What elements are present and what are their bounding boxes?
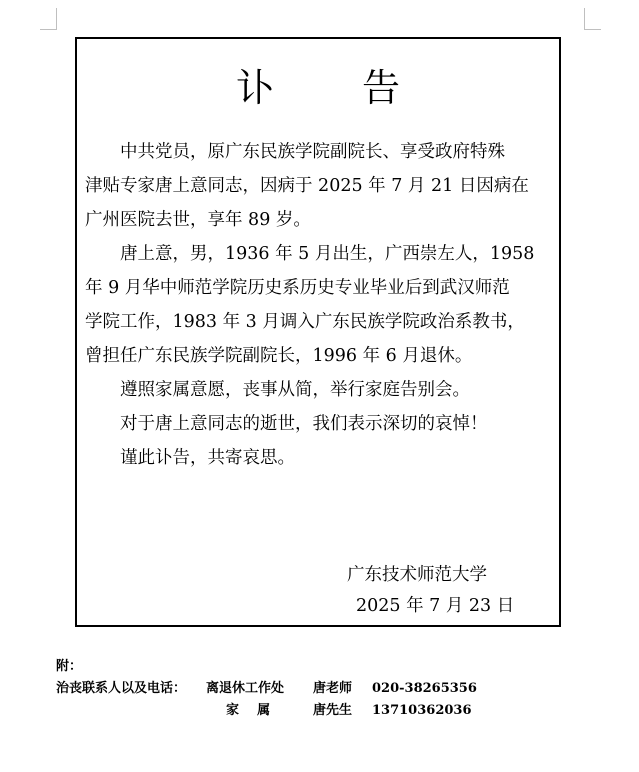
contact-role: 离退休工作处 xyxy=(206,681,285,696)
paragraph-line: 津贴专家唐上意同志，因病于 2025 年 7 月 21 日因病在 xyxy=(85,176,529,196)
contact-name: 唐老师 xyxy=(313,681,353,696)
paragraph-line: 学院工作，1983 年 3 月调入广东民族学院政治系教书， xyxy=(85,312,525,332)
page-corner-mark xyxy=(584,29,601,30)
signature-date: 2025 年 7 月 23 日 xyxy=(356,596,515,616)
page-corner-mark xyxy=(40,29,57,30)
paragraph-line: 对于唐上意同志的逝世，我们表示深切的哀悼！ xyxy=(120,414,488,434)
contact-role: 家 属 xyxy=(226,703,271,718)
contact-name: 唐先生 xyxy=(313,703,353,718)
page-corner-mark xyxy=(56,8,57,30)
contact-phone: 020-38265356 xyxy=(372,681,477,696)
appendix-heading: 附： xyxy=(56,659,83,674)
paragraph-line: 中共党员，原广东民族学院副院长、享受政府特殊 xyxy=(120,142,505,162)
paragraph-line: 谨此讣告，共寄哀思。 xyxy=(120,448,295,468)
paragraph-line: 曾担任广东民族学院副院长，1996 年 6 月退休。 xyxy=(85,346,473,366)
contact-label: 治丧联系人以及电话： xyxy=(56,681,187,696)
paragraph-line: 遵照家属意愿，丧事从简，举行家庭告别会。 xyxy=(120,380,470,400)
paragraph-line: 广州医院去世，享年 89 岁。 xyxy=(85,210,311,230)
paragraph-line: 年 9 月华中师范学院历史系历史专业毕业后到武汉师范 xyxy=(85,278,510,298)
contact-phone: 13710362036 xyxy=(372,703,472,718)
obituary-box xyxy=(75,37,561,627)
signature-organization: 广东技术师范大学 xyxy=(347,565,487,585)
page-corner-mark xyxy=(584,8,585,30)
obituary-body xyxy=(85,135,557,475)
obituary-title: 讣 告 xyxy=(235,66,439,110)
paragraph-line: 唐上意，男，1936 年 5 月出生，广西崇左人，1958 xyxy=(120,244,535,264)
